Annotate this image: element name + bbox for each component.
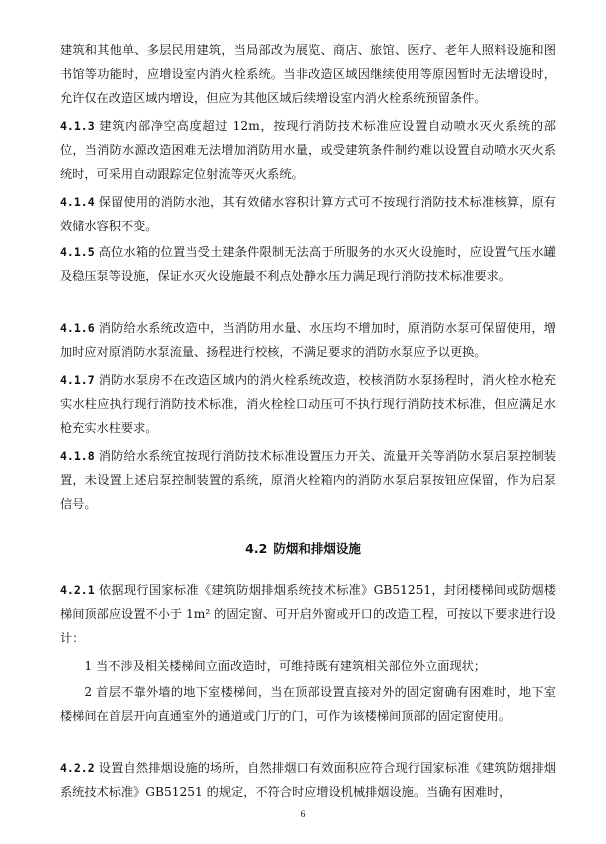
clause-text: 消防给水系统宜按现行消防技术标准设置压力开关、流量开关等消防水泵启泵控制装置，未设置上述启泵控制装置的系统，原消火栓箱内的消防水泵启泵按钮应保留，作为启泵信号。 bbox=[60, 449, 556, 511]
list-item-2 bbox=[60, 680, 556, 728]
clause-number: 4.1.7 bbox=[60, 373, 95, 387]
clause-4-1-6 bbox=[60, 316, 556, 364]
clause-number: 4.1.3 bbox=[60, 119, 95, 133]
clause-text: 高位水箱的位置当受土建条件限制无法高于所服务的水灭火设施时，应设置气压水罐及稳压泵等设施，保证水灭火设施最不利点处静水压力满足现行消防技术标准要求。 bbox=[60, 245, 556, 283]
section-title: 防烟和排烟设施 bbox=[273, 541, 361, 556]
clause-text: 保留使用的消防水池，其有效储水容积计算方式可不按现行消防技术标准核算，原有效储水容积不变。 bbox=[60, 195, 556, 233]
clause-4-1-8 bbox=[60, 444, 556, 516]
clause-4-1-7 bbox=[60, 368, 556, 440]
clause-4-1-4 bbox=[60, 190, 556, 238]
clause-4-1-5 bbox=[60, 240, 556, 288]
clause-number: 4.2.2 bbox=[60, 761, 95, 775]
clause-number: 4.2.1 bbox=[60, 583, 95, 597]
paragraph-continuation bbox=[60, 38, 556, 110]
paragraph-text: 建筑和其他单、多层民用建筑，当局部改为展览、商店、旅馆、医疗、老年人照料设施和图书馆等功能时，应增设室内消火栓系统。当非改造区域因继续使用等原因暂时无法增设时，允许仅在改造区域内增设，但应为其他区域后续增设室内消火栓系统预留条件。 bbox=[60, 43, 556, 105]
clause-number: 4.1.5 bbox=[60, 245, 95, 259]
clause-text: 消防水泵房不在改造区域内的消火栓系统改造，校核消防水泵扬程时，消火栓水枪充实水柱应执行现行消防技术标准，消火栓栓口动压可不执行现行消防技术标准，但应满足水枪充实水柱要求。 bbox=[60, 373, 556, 435]
list-item-text: 2 首层不靠外墙的地下室楼梯间，当在顶部设置直接对外的固定窗确有困难时，地下室楼梯间在首层开向直通室外的通道或门厅的门，可作为该楼梯间顶部的固定窗使用。 bbox=[60, 685, 556, 723]
section-heading bbox=[0, 537, 606, 561]
clause-4-1-3 bbox=[60, 114, 556, 186]
clause-text: 设置自然排烟设施的场所，自然排烟口有效面积应符合现行国家标准《建筑防烟排烟系统技术标准》GB51251 的规定，不符合时应增设机械排烟设施。当确有困难时， bbox=[60, 761, 556, 799]
list-item-text: 1 当不涉及相关楼梯间立面改造时，可维持既有建筑相关部位外立面现状； bbox=[84, 659, 487, 673]
clause-number: 4.1.4 bbox=[60, 195, 95, 209]
clause-text: 消防给水系统改造中，当消防用水量、水压均不增加时，原消防水泵可保留使用，增加时应对原消防水泵流量、扬程进行校核，不满足要求的消防水泵应予以更换。 bbox=[60, 321, 556, 359]
page-number: 6 bbox=[300, 810, 306, 820]
clause-4-2-1 bbox=[60, 578, 556, 650]
section-number: 4.2 bbox=[245, 541, 268, 556]
clause-text: 建筑内部净空高度超过 12m，按现行消防技术标准应设置自动喷水灭火系统的部位，当消防水源改造困难无法增加消防用水量，或受建筑条件制约难以设置自动喷水灭火系统时，可采用自动跟踪定位射流等灭火系统。 bbox=[60, 119, 556, 181]
list-item-1 bbox=[60, 654, 556, 678]
clause-number: 4.1.8 bbox=[60, 449, 95, 463]
clause-number: 4.1.6 bbox=[60, 321, 95, 335]
clause-text: 依据现行国家标准《建筑防烟排烟系统技术标准》GB51251，封闭楼梯间或防烟楼梯间顶部应设置不小于 1m² 的固定窗、可开启外窗或开口的改造工程，可按以下要求进行设计： bbox=[60, 583, 556, 645]
clause-4-2-2 bbox=[60, 756, 556, 804]
